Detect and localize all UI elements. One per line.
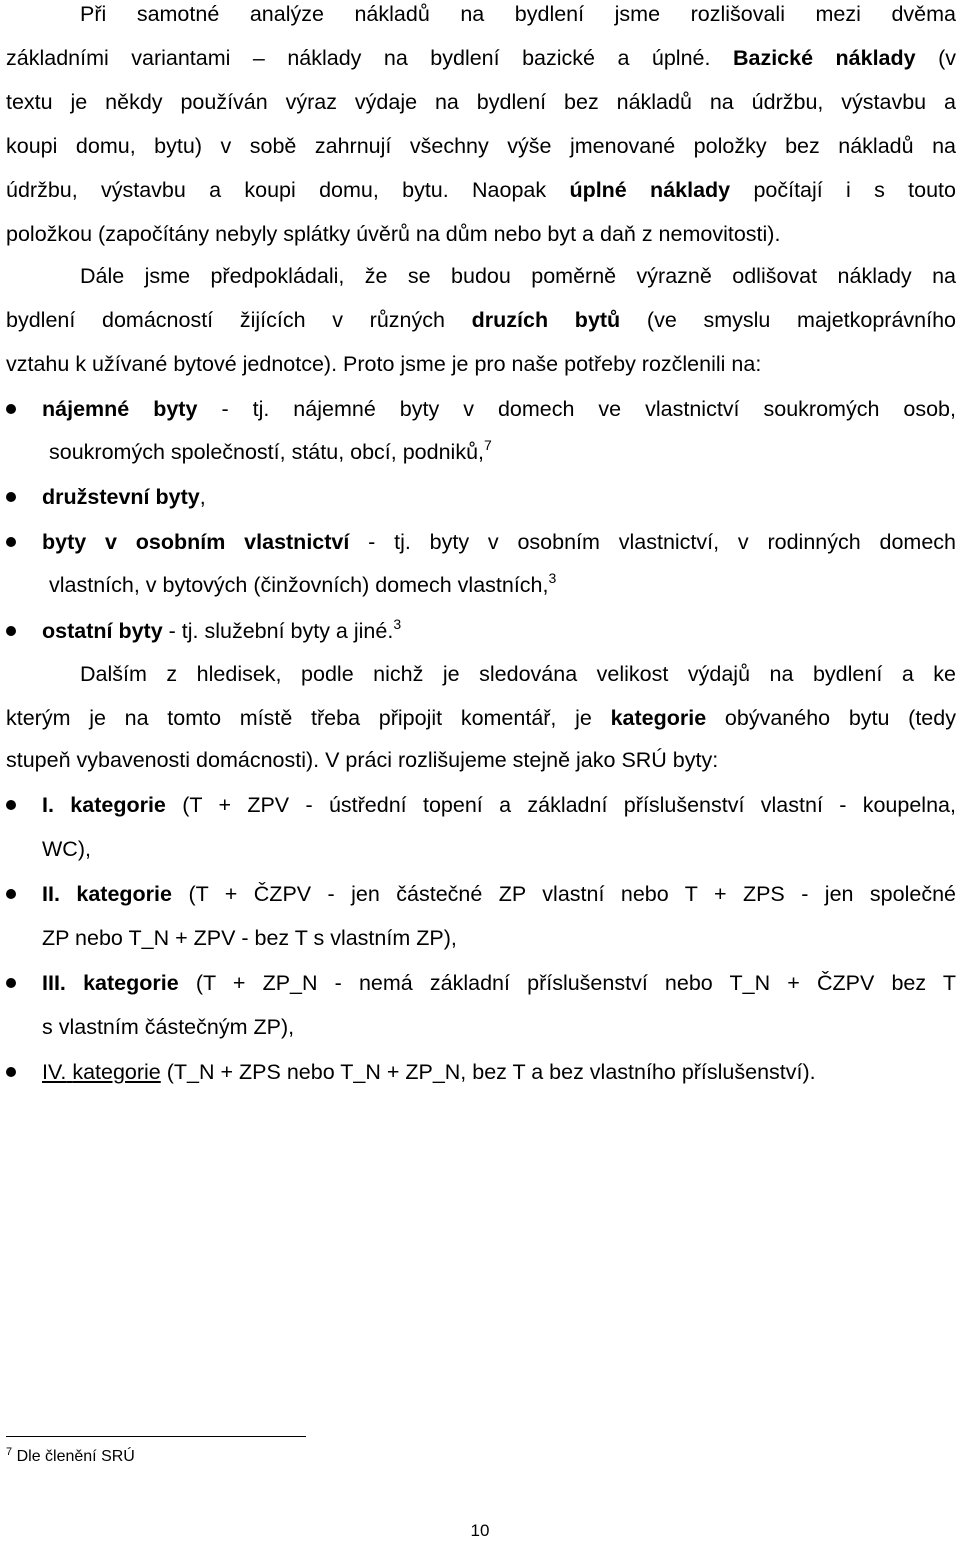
list-item-druzstevni-byty (42, 483, 942, 511)
bullet-icon (6, 626, 16, 636)
bullet-icon (6, 978, 16, 988)
paragraph-3-line-2 (6, 704, 956, 732)
paragraph-1-line-3 (6, 88, 956, 116)
paragraph-1-line-5 (6, 176, 956, 204)
text: textu je někdy používán výraz výdaje na bydlení bez nákladů na údržbu, výstavbu a (6, 90, 956, 114)
paragraph-3-line-1 (80, 660, 956, 688)
list-item-category-4 (42, 1058, 956, 1086)
item-text: (T + ČZPV - jen částečné ZP vlastní nebo T + ZPS - jen společné (188, 882, 956, 906)
bullet-icon (6, 537, 16, 547)
list-item-continuation (42, 924, 942, 952)
text: Při samotné analýze nákladů na bydlení jsme rozlišovali mezi dvěma (80, 2, 956, 26)
term-bazicke-naklady: Bazické náklady (732, 46, 916, 70)
term-kategorie: kategorie (610, 706, 707, 730)
category-4-underlined (42, 1060, 161, 1084)
category-label: kategorie (72, 1060, 161, 1084)
text: koupi domu, bytu) v sobě zahrnují všechny výše jmenované položky bez nákladů na (6, 134, 956, 158)
category-number: IV. (42, 1060, 67, 1084)
category-number: III. (42, 971, 66, 995)
item-text: vlastních, v bytových (činžovních) domech vlastních, (49, 573, 549, 597)
item-text: WC), (42, 837, 91, 861)
item-text: - tj. byty v osobním vlastnictví, v rodinných domech (368, 530, 956, 554)
item-label: ostatní byty (42, 619, 163, 643)
paragraph-2-line-1 (80, 262, 956, 290)
list-item-continuation (42, 835, 942, 863)
text: vztahu k užívané bytové jednotce). Proto jsme je pro naše potřeby rozčlenili na: (6, 352, 762, 376)
category-label: kategorie (76, 882, 172, 906)
paragraph-1-line-1 (80, 0, 956, 28)
list-item-byty-v-osobnim-vlastnictvi (42, 528, 956, 556)
bullet-icon (6, 404, 16, 414)
text: počítají i s touto (753, 178, 956, 202)
paragraph-1-line-4 (6, 132, 956, 160)
term-uplne-naklady: úplné náklady (569, 178, 731, 202)
text: Dalším z hledisek, podle nichž je sledována velikost výdajů na bydlení a ke (80, 662, 956, 686)
bullet-icon (6, 492, 16, 502)
footnote-separator (6, 1436, 306, 1437)
item-text: ZP nebo T_N + ZPV - bez T s vlastním ZP), (42, 926, 457, 950)
text: položkou (započítány nebyly splátky úvěrů na dům nebo byt a daň z nemovitosti). (6, 222, 781, 246)
text: základními variantami – náklady na bydlení bazické a úplné. (6, 46, 711, 70)
list-item-continuation (42, 1013, 942, 1041)
list-item-category-1 (42, 791, 956, 819)
term-druhy-bytu: druzích bytů (471, 308, 621, 332)
page-number: 10 (470, 1521, 490, 1540)
text: kterým je na tomto místě třeba připojit komentář, je (6, 706, 592, 730)
list-item-najemne-byty (42, 395, 956, 423)
bullet-icon (6, 800, 16, 810)
footnote-ref: 7 (484, 437, 492, 453)
text: Dále jsme předpokládali, že se budou poměrně výrazně odlišovat náklady na (80, 264, 956, 288)
list-item-category-2 (42, 880, 956, 908)
category-number: I. (42, 793, 54, 817)
item-text: (T + ZPV - ústřední topení a základní příslušenství vlastní - koupelna, (182, 793, 956, 817)
footnote (6, 1446, 135, 1468)
text: stupeň vybavenosti domácnosti). V práci rozlišujeme stejně jako SRÚ byty: (6, 748, 719, 772)
item-text: - tj. služební byty a jiné. (168, 619, 394, 643)
list-item-continuation (49, 438, 949, 466)
paragraph-1-line-6 (6, 220, 956, 248)
footnote-mark: 7 (6, 1446, 13, 1458)
category-label: kategorie (70, 793, 166, 817)
item-text: (T_N + ZPS nebo T_N + ZP_N, bez T a bez vlastního příslušenství). (166, 1060, 816, 1084)
item-label: družstevní byty (42, 485, 200, 509)
list-item-ostatni-byty (42, 617, 942, 645)
item-text: (T + ZP_N - nemá základní příslušenství nebo T_N + ČZPV bez T (195, 971, 957, 995)
text: obývaného bytu (tedy (724, 706, 956, 730)
paragraph-2-line-2 (6, 306, 956, 334)
item-text: - tj. nájemné byty v domech ve vlastnictví soukromých osob, (221, 397, 956, 421)
footnote-ref: 3 (548, 570, 557, 586)
list-item-continuation (49, 571, 949, 599)
footnote-text: Dle členění SRÚ (16, 1448, 135, 1465)
text: (ve smyslu majetkoprávního (646, 308, 956, 332)
item-label: byty v osobním vlastnictví (42, 530, 350, 554)
paragraph-3-line-3 (6, 746, 956, 774)
item-text: s vlastním částečným ZP), (42, 1015, 295, 1039)
paragraph-1-line-2 (6, 44, 956, 72)
text: bydlení domácností žijících v různých (6, 308, 445, 332)
item-text: , (199, 485, 206, 509)
item-label: nájemné byty (42, 397, 198, 421)
category-number: II. (42, 882, 60, 906)
text: údržbu, výstavbu a koupi domu, bytu. Naopak (6, 178, 547, 202)
category-label: kategorie (83, 971, 179, 995)
item-text: soukromých společností, státu, obcí, podniků, (49, 440, 485, 464)
bullet-icon (6, 1067, 16, 1077)
bullet-icon (6, 889, 16, 899)
list-item-category-3 (42, 969, 956, 997)
footnote-ref: 3 (393, 616, 402, 632)
paragraph-2-line-3 (6, 350, 956, 378)
text: (v (938, 46, 956, 70)
